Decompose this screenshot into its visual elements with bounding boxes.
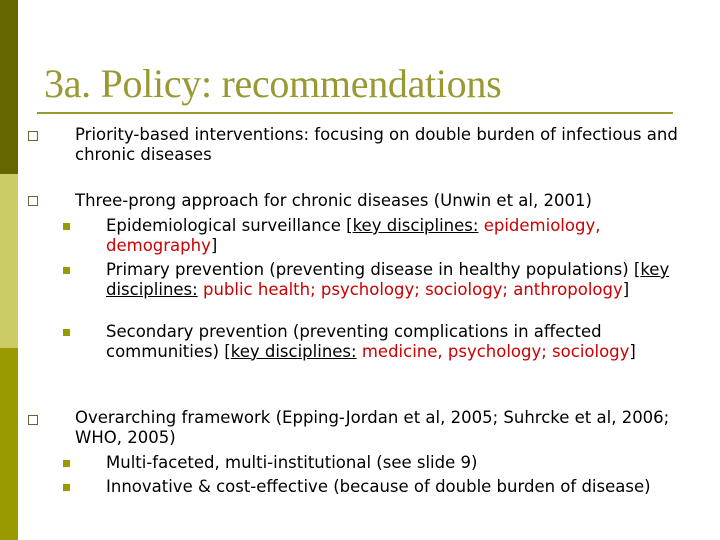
slide-title: 3a. Policy: recommendations — [44, 61, 502, 106]
side-bar-olive — [0, 348, 18, 540]
sub-text: Epidemiological surveillance [ — [106, 216, 353, 235]
sub-bullet-icon — [63, 460, 70, 467]
sub-text: Primary prevention (preventing disease in healthy populations) [ — [106, 260, 641, 279]
bracket: ] — [210, 235, 218, 255]
bullet-3: Overarching framework (Epping-Jordan et al, 2005; Suhrcke et al, 2006; WHO, 2005) — [75, 408, 670, 447]
sub-bullet-3-1: Multi-faceted, multi-institutional (see slide 9) — [106, 453, 478, 472]
bullet-square-icon — [28, 415, 38, 425]
side-bar-dark — [0, 0, 18, 174]
bracket: ] — [622, 279, 630, 299]
sub-bullet-2-3 — [106, 322, 716, 361]
sub-text: Secondary prevention (preventing complications in affected communities) [ — [106, 322, 602, 361]
bracket: ] — [629, 341, 636, 361]
sub-bullet-2-1 — [106, 216, 716, 255]
bullet-1: Priority-based interventions: focusing on double burden of infectious and chronic diseases — [75, 125, 678, 164]
side-bar-light — [0, 174, 18, 348]
disciplines: medicine, psychology; sociology — [361, 341, 630, 361]
sub-bullet-icon — [63, 267, 70, 274]
sub-bullet-3-2: Innovative & cost-effective (because of double burden of disease) — [106, 477, 651, 496]
title-divider — [37, 112, 673, 114]
sub-bullet-icon — [63, 223, 70, 230]
key-label: key disciplines: — [230, 341, 357, 361]
sub-bullet-icon — [63, 329, 70, 336]
key-label: key disciplines: — [352, 216, 479, 235]
bullet-2: Three-prong approach for chronic diseases (Unwin et al, 2001) — [75, 191, 592, 210]
disciplines: public health; psychology; sociology; anthropology — [202, 279, 623, 299]
bullet-square-icon — [28, 196, 38, 206]
disciplines: epidemiology, demography — [106, 216, 601, 255]
key-label: key disciplines: — [106, 260, 670, 299]
sub-bullet-2-2 — [106, 260, 716, 299]
bullet-square-icon — [28, 131, 38, 141]
sub-bullet-icon — [63, 484, 70, 491]
